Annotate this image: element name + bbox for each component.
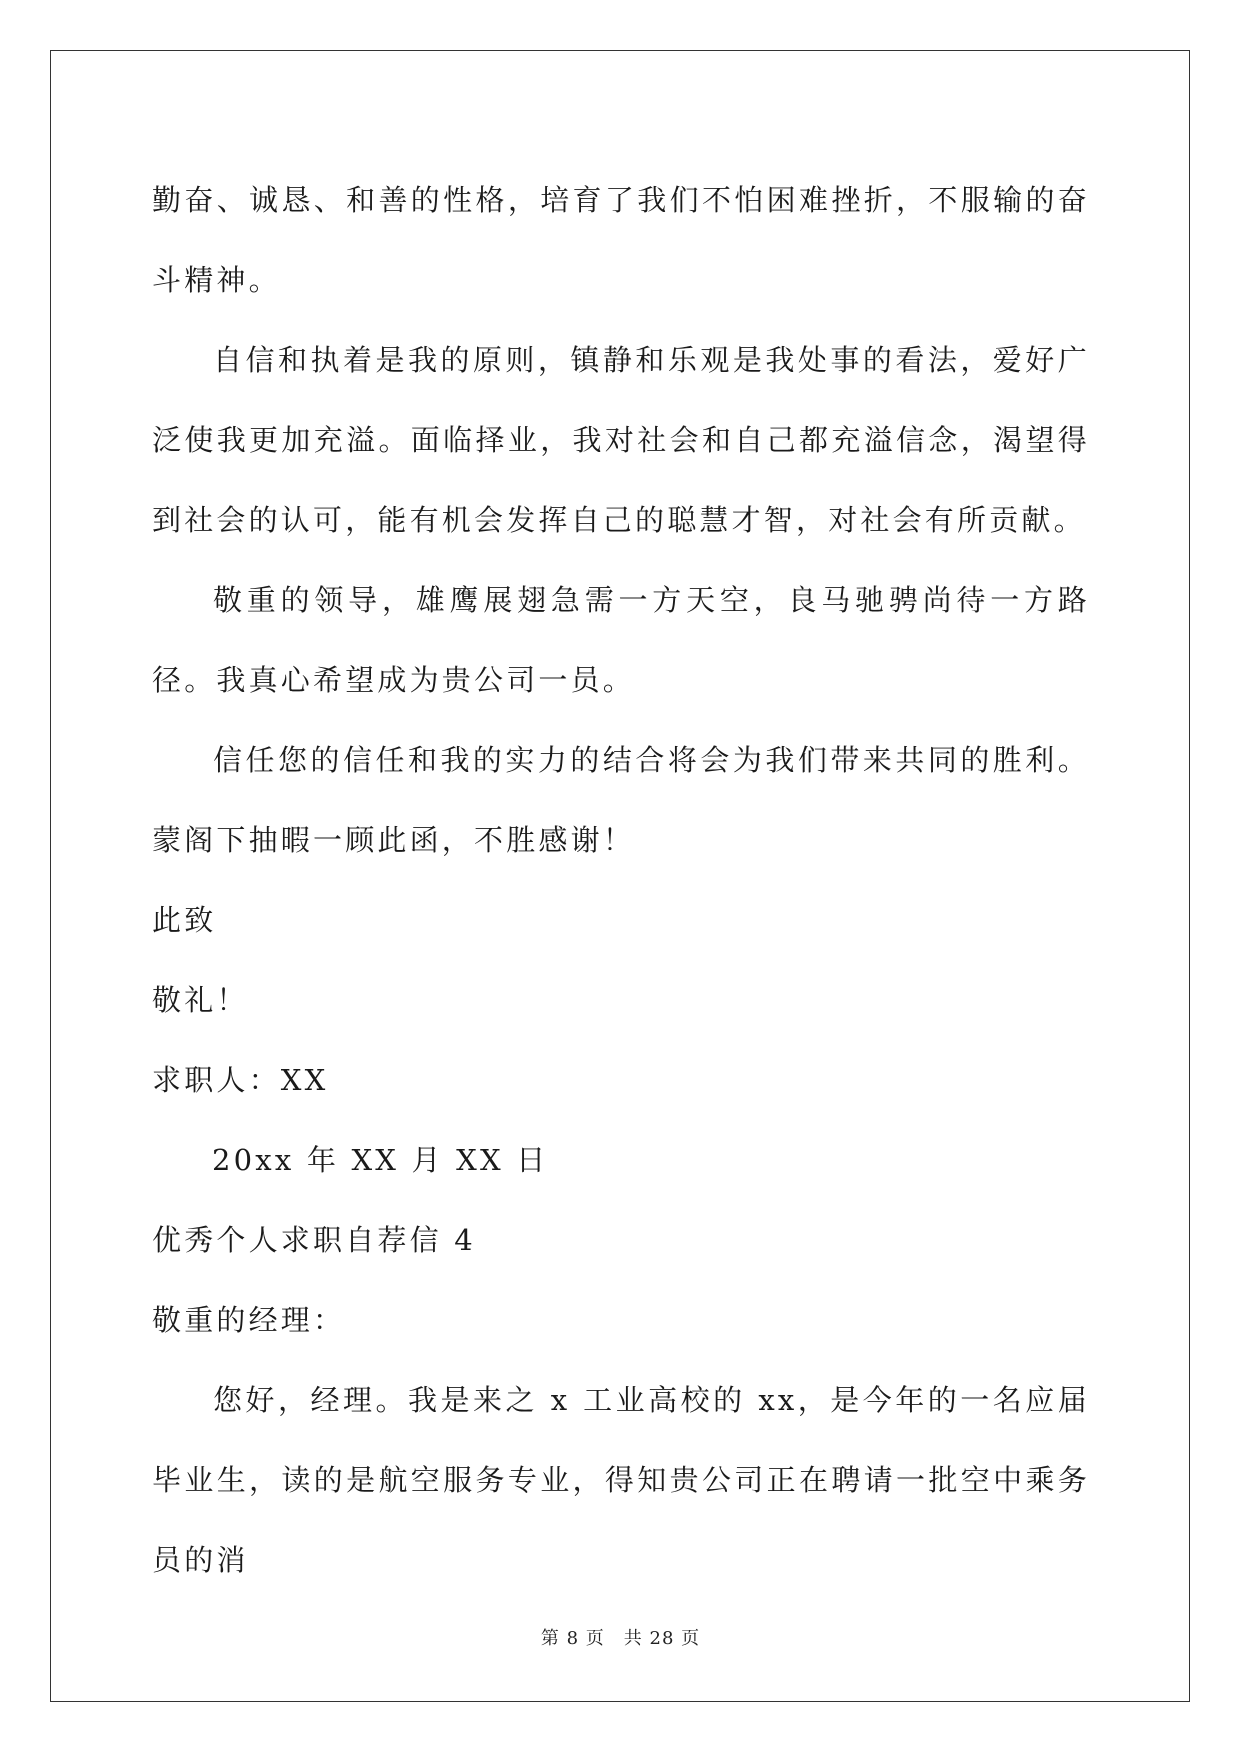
page-number-footer: 第 8 页 共 28 页 xyxy=(540,1628,701,1649)
paragraph-thanks: 信任您的信任和我的实力的结合将会为我们带来共同的胜利。蒙阁下抽暇一顾此函，不胜感谢！ xyxy=(152,743,1090,857)
closing-line: 此致 xyxy=(152,903,217,937)
salute-line: 敬礼！ xyxy=(152,983,249,1017)
paragraph-character: 勤奋、诚恳、和善的性格，培育了我们不怕困难挫折，不服输的奋斗精神。 xyxy=(152,183,1090,297)
paragraph-aspiration: 敬重的领导，雄鹰展翅急需一方天空，良马驰骋尚待一方路径。我真心希望成为贵公司一员。 xyxy=(152,583,1090,697)
document-body xyxy=(152,160,1090,1600)
greeting-line: 敬重的经理： xyxy=(152,1303,346,1337)
section-title: 优秀个人求职自荐信 4 xyxy=(152,1223,476,1257)
date-line: 20xx 年 XX 月 XX 日 xyxy=(212,1143,549,1177)
applicant-line: 求职人：XX xyxy=(152,1063,329,1097)
paragraph-confidence: 自信和执着是我的原则，镇静和乐观是我处事的看法，爱好广泛使我更加充溢。面临择业，我对社会和自己都充溢信念，渴望得到社会的认可，能有机会发挥自己的聪慧才智，对社会有所贡献。 xyxy=(152,343,1090,537)
paragraph-intro: 您好，经理。我是来之 x 工业高校的 xx，是今年的一名应届毕业生，读的是航空服务专业，得知贵公司正在聘请一批空中乘务员的消 xyxy=(152,1383,1090,1577)
